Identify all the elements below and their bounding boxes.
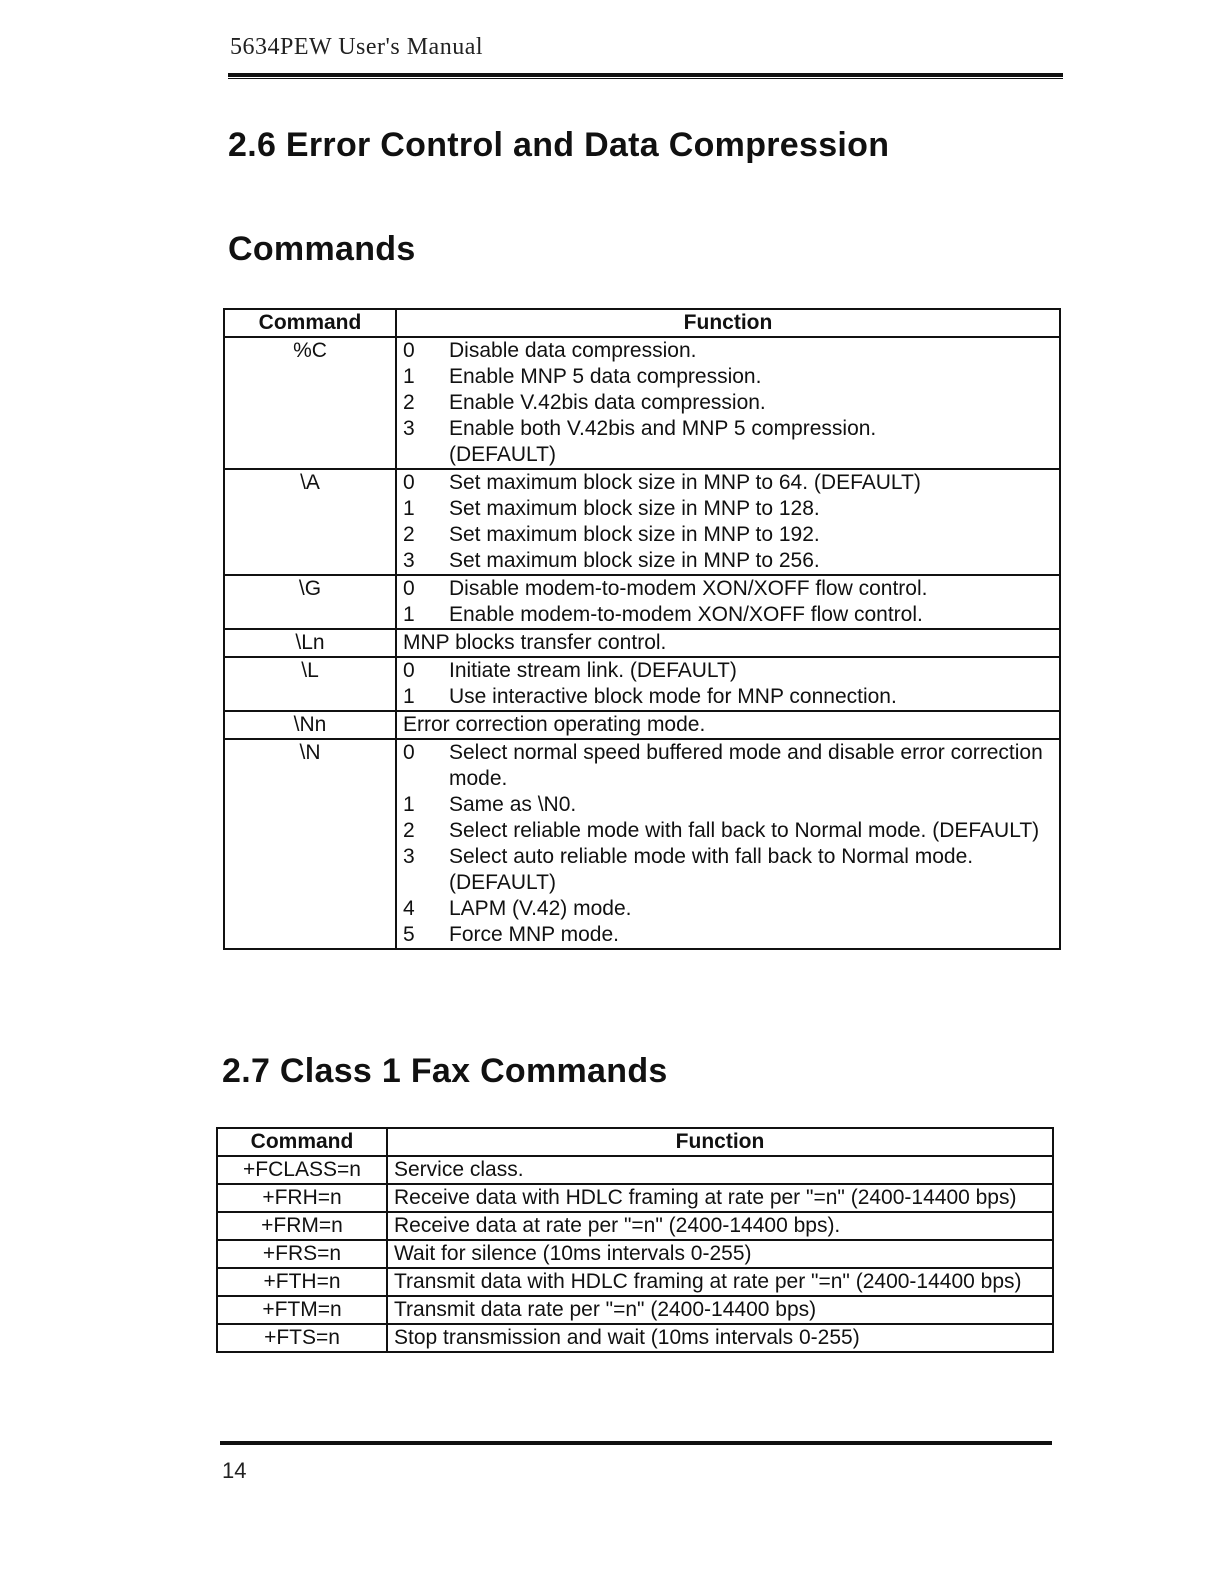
option-text: Initiate stream link. (DEFAULT) (449, 659, 737, 682)
option-text: Set maximum block size in MNP to 256. (449, 549, 820, 572)
page-number: 14 (222, 1458, 247, 1483)
column-header-command: Command (217, 1128, 387, 1156)
option-item (403, 576, 1059, 602)
command-cell: \N (224, 739, 396, 949)
table-row (217, 1268, 1053, 1296)
table-row (224, 337, 1060, 469)
function-cell: Receive data at rate per "=n" (2400-14400 bps). (387, 1212, 1053, 1240)
function-cell: Service class. (387, 1156, 1053, 1184)
running-header: 5634PEW User's Manual (230, 34, 484, 60)
option-number: 5 (403, 923, 415, 946)
option-text: Set maximum block size in MNP to 192. (449, 523, 820, 546)
table-row (224, 575, 1060, 629)
option-item (403, 658, 1059, 684)
option-item (403, 818, 1059, 844)
option-text: Set maximum block size in MNP to 128. (449, 497, 820, 520)
function-cell: Transmit data with HDLC framing at rate per "=n" (2400-14400 bps) (387, 1268, 1053, 1296)
option-text: Disable data compression. (449, 339, 697, 362)
table-row (217, 1296, 1053, 1324)
option-text: Enable both V.42bis and MNP 5 compression. (DEFAULT) (449, 417, 877, 466)
table-row (217, 1184, 1053, 1212)
table-row (217, 1324, 1053, 1352)
table-row (224, 469, 1060, 575)
command-cell: +FTH=n (217, 1268, 387, 1296)
command-cell: \G (224, 575, 396, 629)
option-item (403, 896, 1059, 922)
option-text: Set maximum block size in MNP to 64. (DEFAULT) (449, 471, 921, 494)
column-header-function: Function (396, 309, 1060, 337)
option-text: Select normal speed buffered mode and disable error correction mode. (449, 741, 1043, 790)
option-number: 0 (403, 741, 415, 764)
option-number: 0 (403, 659, 415, 682)
option-text: Enable MNP 5 data compression. (449, 365, 762, 388)
option-number: 2 (403, 819, 415, 842)
option-item (403, 792, 1059, 818)
option-item (403, 740, 1059, 792)
option-text: Use interactive block mode for MNP connection. (449, 685, 897, 708)
table-row (217, 1212, 1053, 1240)
option-number: 4 (403, 897, 415, 920)
option-item (403, 364, 1059, 390)
commands-subtitle: Commands (228, 230, 416, 268)
option-text: Select auto reliable mode with fall back to Normal mode. (DEFAULT) (449, 845, 974, 894)
option-item (403, 684, 1059, 710)
option-item (403, 496, 1059, 522)
fax-commands-table (216, 1127, 1054, 1353)
section-title-error-control: 2.6 Error Control and Data Compression (228, 126, 890, 164)
function-cell (396, 575, 1060, 629)
command-cell: %C (224, 337, 396, 469)
option-item (403, 470, 1059, 496)
command-cell: +FCLASS=n (217, 1156, 387, 1184)
function-cell: Error correction operating mode. (396, 711, 1060, 739)
option-text: Disable modem-to-modem XON/XOFF flow control. (449, 577, 928, 600)
command-cell: \A (224, 469, 396, 575)
table-row (224, 739, 1060, 949)
option-number: 2 (403, 523, 415, 546)
option-text: Force MNP mode. (449, 923, 619, 946)
option-number: 1 (403, 685, 415, 708)
option-text: Enable V.42bis data compression. (449, 391, 766, 414)
option-text: Same as \N0. (449, 793, 577, 816)
option-number: 1 (403, 603, 415, 626)
command-cell: \L (224, 657, 396, 711)
option-item (403, 922, 1059, 948)
option-item (403, 548, 1059, 574)
option-number: 3 (403, 417, 415, 440)
function-cell: Stop transmission and wait (10ms intervals 0-255) (387, 1324, 1053, 1352)
option-item (403, 416, 1059, 468)
section-title-fax-commands: 2.7 Class 1 Fax Commands (222, 1052, 668, 1090)
command-cell: +FTS=n (217, 1324, 387, 1352)
function-cell (396, 739, 1060, 949)
option-item (403, 522, 1059, 548)
column-header-command: Command (224, 309, 396, 337)
function-cell: Receive data with HDLC framing at rate per "=n" (2400-14400 bps) (387, 1184, 1053, 1212)
command-cell: \Nn (224, 711, 396, 739)
function-cell (396, 469, 1060, 575)
function-cell (396, 657, 1060, 711)
option-text: Enable modem-to-modem XON/XOFF flow control. (449, 603, 923, 626)
error-control-commands-table (223, 308, 1061, 950)
table-row (217, 1156, 1053, 1184)
option-item (403, 338, 1059, 364)
command-cell: +FRH=n (217, 1184, 387, 1212)
command-cell: \Ln (224, 629, 396, 657)
option-number: 1 (403, 497, 415, 520)
command-cell: +FRM=n (217, 1212, 387, 1240)
option-item (403, 844, 1059, 896)
option-item (403, 390, 1059, 416)
table-row (224, 629, 1060, 657)
option-number: 1 (403, 365, 415, 388)
option-number: 3 (403, 549, 415, 572)
function-cell: Transmit data rate per "=n" (2400-14400 bps) (387, 1296, 1053, 1324)
option-number: 1 (403, 793, 415, 816)
option-number: 0 (403, 577, 415, 600)
command-cell: +FRS=n (217, 1240, 387, 1268)
table-row (217, 1240, 1053, 1268)
option-number: 0 (403, 471, 415, 494)
option-text: LAPM (V.42) mode. (449, 897, 632, 920)
command-cell: +FTM=n (217, 1296, 387, 1324)
header-rule (228, 73, 1063, 79)
footer-rule (220, 1441, 1052, 1445)
column-header-function: Function (387, 1128, 1053, 1156)
function-cell (396, 337, 1060, 469)
function-cell: MNP blocks transfer control. (396, 629, 1060, 657)
option-number: 0 (403, 339, 415, 362)
option-number: 2 (403, 391, 415, 414)
option-number: 3 (403, 845, 415, 868)
table-row (224, 711, 1060, 739)
option-text: Select reliable mode with fall back to Normal mode. (DEFAULT) (449, 819, 1040, 842)
function-cell: Wait for silence (10ms intervals 0-255) (387, 1240, 1053, 1268)
option-item (403, 602, 1059, 628)
table-row (224, 657, 1060, 711)
